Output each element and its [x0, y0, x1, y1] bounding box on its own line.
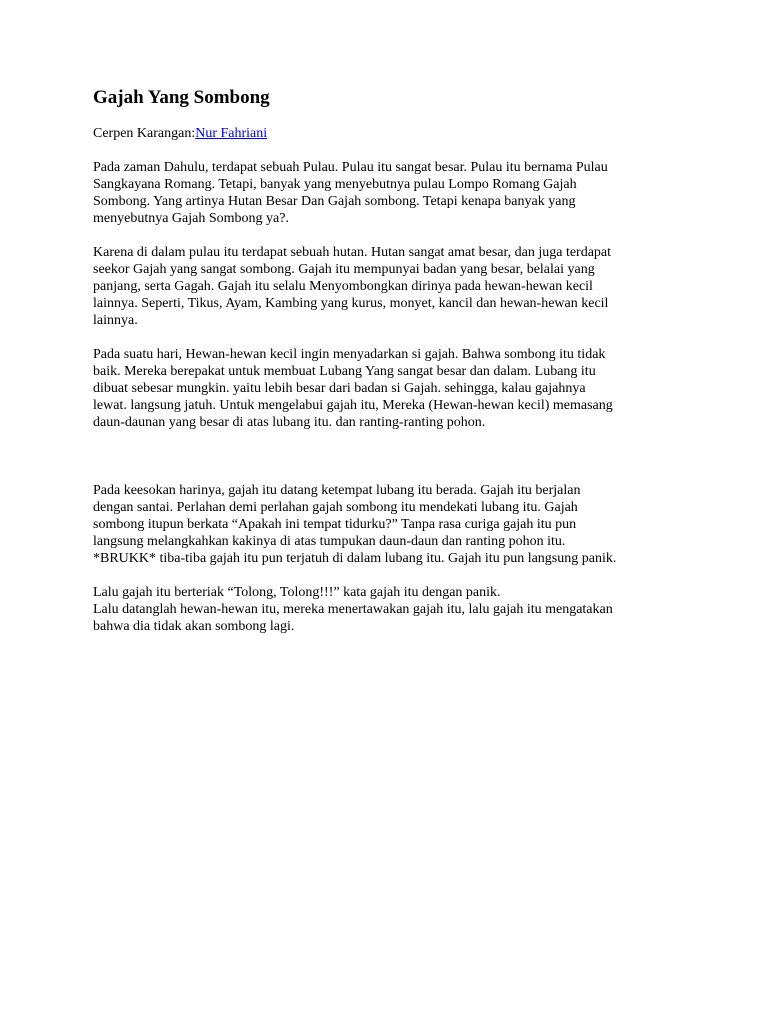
- story-title: Gajah Yang Sombong: [93, 87, 270, 108]
- paragraph-6: Lalu datanglah hewan-hewan itu, mereka menertawakan gajah itu, lalu gajah itu mengatakan bahwa dia tidak akan sombong lagi.: [93, 602, 613, 634]
- paragraph-3: Pada suatu hari, Hewan-hewan kecil ingin menyadarkan si gajah. Bahwa sombong itu tidak baik. Mereka berepakat untuk membuat Lubang Yang sangat besar dan dalam. Lubang itu dibuat sebesar mungkin. yaitu lebih besar dari badan si Gajah. sehingga, kalau gajahnya lewat. langsung jatuh. Untuk mengelabui gajah itu, Mereka (Hewan-hewan kecil) memasang daun-daunan yang besar di atas lubang itu. dan ranting-ranting pohon.: [93, 347, 613, 430]
- author-line: [93, 125, 683, 142]
- author-prefix: Cerpen Karangan:: [93, 126, 196, 141]
- paragraph-4: Pada keesokan harinya, gajah itu datang ketempat lubang itu berada. Gajah itu berjalan dengan santai. Perlahan demi perlahan gajah sombong itu mendekati lubang itu. Gajah sombong itupun berkata “Apakah ini tempat tidurku?” Tanpa rasa curiga gajah itu pun langsung melangkahkan kakinya di atas tumpukan daun-daun dan ranting pohon itu. *BRUKK* tiba-tiba gajah itu pun terjatuh di dalam lubang itu. Gajah itu pun langsung panik.: [93, 483, 617, 566]
- paragraph-2: Karena di dalam pulau itu terdapat sebuah hutan. Hutan sangat amat besar, dan juga terdapat seekor Gajah yang sangat sombong. Gajah itu mempunyai badan yang besar, belalai yang panjang, serta Gagah. Gajah itu selalu Menyombongkan dirinya pada hewan-hewan kecil lainnya. Seperti, Tikus, Ayam, Kambing yang kurus, monyet, kancil dan hewan-hewan kecil lainnya.: [93, 245, 612, 328]
- document-page: [93, 86, 683, 652]
- author-link[interactable]: Nur Fahriani: [195, 126, 268, 141]
- paragraph-5: Lalu gajah itu berteriak “Tolong, Tolong!!!” kata gajah itu dengan panik.: [93, 585, 501, 600]
- paragraph-1: Pada zaman Dahulu, terdapat sebuah Pulau. Pulau itu sangat besar. Pulau itu bernama Pulau Sangkayana Romang. Tetapi, banyak yang menyebutnya pulau Lompo Romang Gajah Sombong. Yang artinya Hutan Besar Dan Gajah sombong. Tetapi kenapa banyak yang menyebutnya Gajah Sombong ya?.: [93, 160, 608, 226]
